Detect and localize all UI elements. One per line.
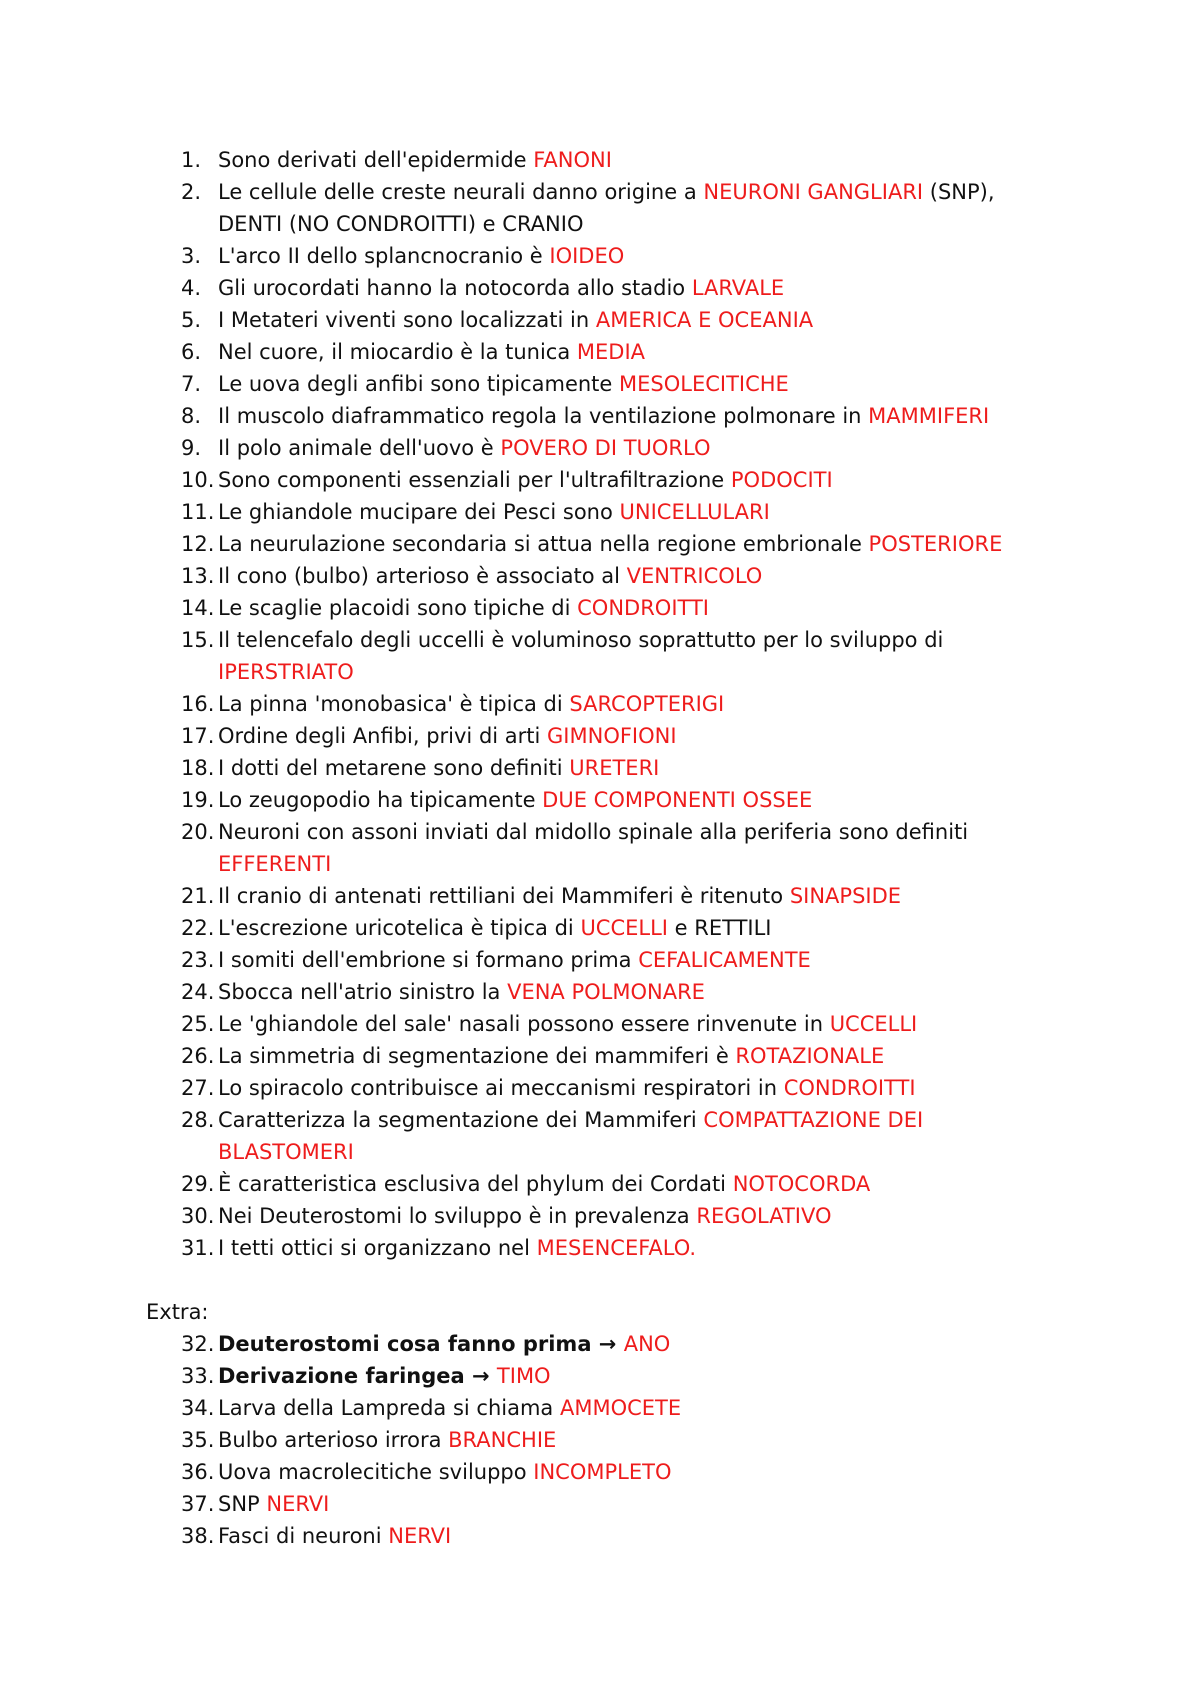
list-item: [181, 1008, 1060, 1040]
list-item: [181, 1520, 1060, 1552]
question-text: Gli urocordati hanno la notocorda allo stadio: [218, 276, 692, 300]
item-number: 28.: [181, 1108, 215, 1132]
item-number: 25.: [181, 1012, 215, 1036]
answer-text: ROTAZIONALE: [735, 1044, 885, 1068]
answer-text: REGOLATIVO: [696, 1204, 832, 1228]
item-number: 14.: [181, 596, 215, 620]
question-text: È caratteristica esclusiva del phylum dei Cordati: [218, 1172, 733, 1196]
item-number: 10.: [181, 468, 215, 492]
item-number: 32.: [181, 1332, 215, 1356]
question-text: Nei Deuterostomi lo sviluppo è in prevalenza: [218, 1204, 697, 1228]
answer-text: UNICELLULARI: [619, 500, 770, 524]
list-item: [181, 1392, 1060, 1424]
list-item: [181, 432, 1060, 464]
list-item: [181, 1200, 1060, 1232]
question-text: Ordine degli Anfibi, privi di arti: [218, 724, 548, 748]
list-item: [181, 592, 1060, 624]
question-text: Caratterizza la segmentazione dei Mammiferi: [218, 1108, 704, 1132]
list-item: [181, 752, 1060, 784]
answer-text: EFFERENTI: [218, 852, 332, 876]
answer-text: URETERI: [569, 756, 660, 780]
question-text: Sono componenti essenziali per l'ultrafiltrazione: [218, 468, 731, 492]
answer-text: UCCELLI: [829, 1012, 918, 1036]
list-item: [181, 1072, 1060, 1104]
question-text: L'arco II dello splancnocranio è: [218, 244, 550, 268]
answer-text: MESOLECITICHE: [619, 372, 789, 396]
question-text: Deuterostomi cosa fanno prima →: [218, 1332, 624, 1356]
item-number: 35.: [181, 1428, 215, 1452]
item-number: 20.: [181, 820, 215, 844]
item-number: 16.: [181, 692, 215, 716]
question-text: La neurulazione secondaria si attua nella regione embrionale: [218, 532, 869, 556]
question-text: SNP: [218, 1492, 267, 1516]
item-number: 38.: [181, 1524, 215, 1548]
question-text: La pinna 'monobasica' è tipica di: [218, 692, 570, 716]
question-text: Le scaglie placoidi sono tipiche di: [218, 596, 578, 620]
list-item: [181, 720, 1060, 752]
answer-text: NERVI: [388, 1524, 452, 1548]
list-item: [181, 464, 1060, 496]
list-item: [181, 176, 1060, 240]
item-number: 7.: [181, 372, 202, 396]
question-text: Le 'ghiandole del sale' nasali possono essere rinvenute in: [218, 1012, 830, 1036]
item-number: 8.: [181, 404, 202, 428]
answer-text: CONDROITTI: [577, 596, 709, 620]
answer-text: UCCELLI: [580, 916, 668, 940]
answer-text: SARCOPTERIGI: [569, 692, 725, 716]
list-item: [181, 1488, 1060, 1520]
list-item: [181, 1328, 1060, 1360]
answer-text: MEDIA: [576, 340, 646, 364]
answer-text: POVERO DI TUORLO: [500, 436, 711, 460]
question-list: [0, 144, 1200, 1264]
list-item: [181, 1424, 1060, 1456]
answer-text: VENA POLMONARE: [507, 980, 705, 1004]
answer-text: ANO: [623, 1332, 671, 1356]
answer-text: TIMO: [496, 1364, 551, 1388]
question-text: Neuroni con assoni inviati dal midollo spinale alla periferia sono definiti: [218, 820, 969, 844]
question-text: e RETTILI: [668, 916, 772, 940]
item-number: 17.: [181, 724, 215, 748]
list-item: [181, 144, 1060, 176]
item-number: 26.: [181, 1044, 215, 1068]
question-text: I Metateri viventi sono localizzati in: [218, 308, 596, 332]
item-number: 2.: [181, 180, 202, 204]
list-item: [181, 528, 1060, 560]
question-text: Il cono (bulbo) arterioso è associato al: [218, 564, 627, 588]
list-item: [181, 1360, 1060, 1392]
answer-text: PODOCITI: [730, 468, 833, 492]
question-text: Le uova degli anfibi sono tipicamente: [218, 372, 620, 396]
item-number: 11.: [181, 500, 215, 524]
list-item: [181, 912, 1060, 944]
item-number: 37.: [181, 1492, 215, 1516]
answer-text: CONDROITTI: [783, 1076, 916, 1100]
item-number: 3.: [181, 244, 202, 268]
item-number: 27.: [181, 1076, 215, 1100]
question-text: Il telencefalo degli uccelli è voluminoso soprattutto per lo sviluppo di: [218, 628, 944, 652]
question-text: L'escrezione uricotelica è tipica di: [218, 916, 581, 940]
list-item: [181, 304, 1060, 336]
answer-text: NERVI: [266, 1492, 330, 1516]
answer-text: IPERSTRIATO: [218, 660, 354, 684]
list-item: [181, 816, 1060, 880]
item-number: 23.: [181, 948, 215, 972]
list-item: [181, 1456, 1060, 1488]
question-text: Il muscolo diaframmatico regola la ventilazione polmonare in: [218, 404, 869, 428]
answer-text: MESENCEFALO.: [536, 1236, 697, 1260]
question-text: Derivazione faringea →: [218, 1364, 497, 1388]
list-item: [181, 944, 1060, 976]
item-number: 34.: [181, 1396, 215, 1420]
list-item: [181, 560, 1060, 592]
list-item: [181, 976, 1060, 1008]
item-number: 1.: [181, 148, 202, 172]
item-number: 6.: [181, 340, 202, 364]
question-text: Il polo animale dell'uovo è: [218, 436, 501, 460]
answer-text: DUE COMPONENTI OSSEE: [542, 788, 813, 812]
item-number: 19.: [181, 788, 215, 812]
answer-text: MAMMIFERI: [868, 404, 990, 428]
item-number: 13.: [181, 564, 215, 588]
question-text: Le ghiandole mucipare dei Pesci sono: [218, 500, 620, 524]
item-number: 24.: [181, 980, 215, 1004]
answer-text: LARVALE: [691, 276, 785, 300]
list-item: [181, 336, 1060, 368]
question-text: Nel cuore, il miocardio è la tunica: [218, 340, 577, 364]
list-item: [181, 1104, 1060, 1168]
list-item: [181, 1040, 1060, 1072]
item-number: 15.: [181, 628, 215, 652]
question-text: La simmetria di segmentazione dei mammiferi è: [218, 1044, 736, 1068]
item-number: 22.: [181, 916, 215, 940]
answer-text: IOIDEO: [549, 244, 625, 268]
answer-text: GIMNOFIONI: [547, 724, 677, 748]
answer-text: NEURONI GANGLIARI: [703, 180, 924, 204]
item-number: 36.: [181, 1460, 215, 1484]
item-number: 9.: [181, 436, 202, 460]
question-text: Sono derivati dell'epidermide: [218, 148, 534, 172]
answer-text: AMERICA E OCEANIA: [595, 308, 814, 332]
item-number: 29.: [181, 1172, 215, 1196]
list-item: [181, 272, 1060, 304]
item-number: 21.: [181, 884, 215, 908]
item-number: 33.: [181, 1364, 215, 1388]
list-item: [181, 688, 1060, 720]
list-item: [181, 880, 1060, 912]
answer-text: SINAPSIDE: [789, 884, 902, 908]
answer-text: COMPATTAZIONE DEI BLASTOMERI: [218, 1108, 924, 1164]
item-number: 5.: [181, 308, 202, 332]
extra-question-list: [0, 1328, 1200, 1552]
list-item: [181, 400, 1060, 432]
answer-text: FANONI: [533, 148, 612, 172]
question-text: Lo spiracolo contribuisce ai meccanismi respiratori in: [218, 1076, 784, 1100]
list-item: [181, 496, 1060, 528]
answer-text: CEFALICAMENTE: [638, 948, 811, 972]
question-text: Uova macrolecitiche sviluppo: [218, 1460, 534, 1484]
question-text: I somiti dell'embrione si formano prima: [218, 948, 639, 972]
question-text: Bulbo arterioso irrora: [218, 1428, 449, 1452]
answer-text: AMMOCETE: [559, 1396, 682, 1420]
answer-text: POSTERIORE: [868, 532, 1003, 556]
list-item: [181, 1232, 1060, 1264]
item-number: 4.: [181, 276, 202, 300]
item-number: 30.: [181, 1204, 215, 1228]
list-item: [181, 624, 1060, 688]
question-text: Larva della Lampreda si chiama: [218, 1396, 560, 1420]
list-item: [181, 1168, 1060, 1200]
question-text: I dotti del metarene sono definiti: [218, 756, 570, 780]
question-text: Il cranio di antenati rettiliani dei Mammiferi è ritenuto: [218, 884, 790, 908]
item-number: 18.: [181, 756, 215, 780]
answer-text: BRANCHIE: [448, 1428, 557, 1452]
question-text: Fasci di neuroni: [218, 1524, 389, 1548]
question-text: Sbocca nell'atrio sinistro la: [218, 980, 508, 1004]
question-text: Le cellule delle creste neurali danno origine a: [218, 180, 704, 204]
question-text: I tetti ottici si organizzano nel: [218, 1236, 537, 1260]
question-text: (SNP), DENTI (NO CONDROITTI) e CRANIO: [218, 180, 995, 236]
list-item: [181, 368, 1060, 400]
question-text: Lo zeugopodio ha tipicamente: [218, 788, 543, 812]
item-number: 31.: [181, 1236, 215, 1260]
answer-text: NOTOCORDA: [732, 1172, 871, 1196]
list-item: [181, 240, 1060, 272]
list-item: [181, 784, 1060, 816]
answer-text: VENTRICOLO: [626, 564, 763, 588]
answer-text: INCOMPLETO: [533, 1460, 672, 1484]
item-number: 12.: [181, 532, 215, 556]
extra-heading: Extra:: [146, 1300, 209, 1324]
